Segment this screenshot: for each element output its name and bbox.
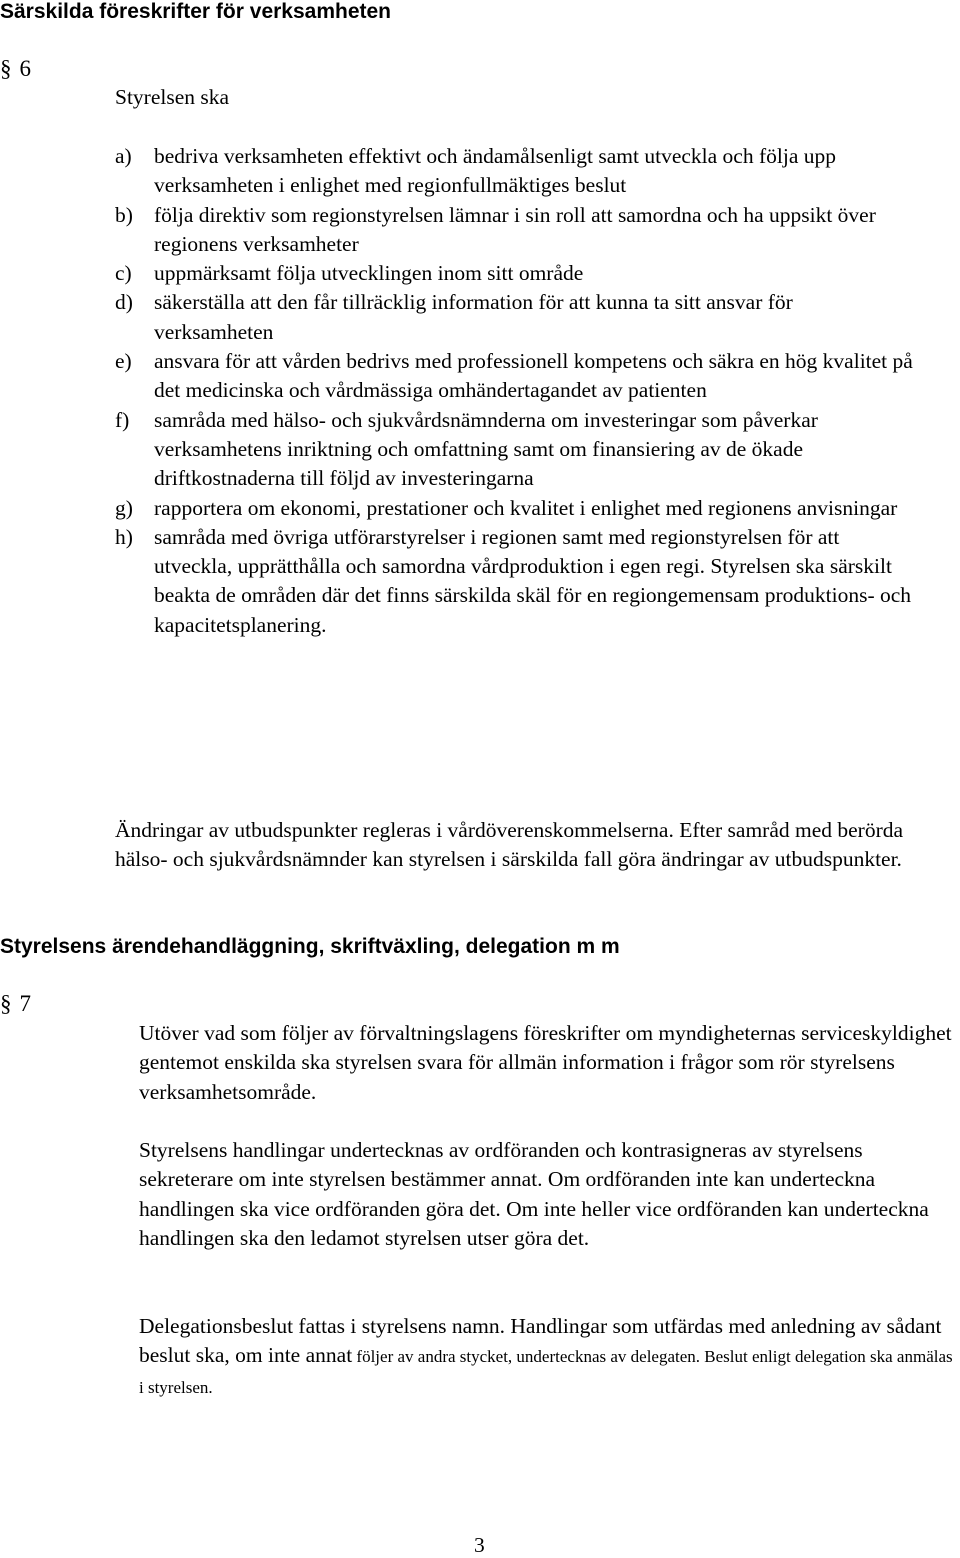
list-item-label: d) (115, 290, 133, 315)
closing-paragraph: Ändringar av utbudspunkter regleras i vårdöverenskommelserna. Efter samråd med berörda hälso- och sjukvårdsnämnder kan styrelsen i särskilda fall göra ändringar av utbudspunkter. (115, 818, 904, 872)
list-item-label: a) (115, 144, 132, 168)
paragraph-signatures: Styrelsens handlingar undertecknas av ordföranden och kontrasigneras av styrelsens sekreterare om inte styrelsen bestämmer annat. Om ordföranden inte kan underteckna handlingen ska vice ordföranden göra det. Om inte heller vice ordföranden kan underteckna handlingen ska den ledamot styrelsen utser göra det. (139, 1138, 929, 1250)
list-item-text: samråda med övriga utförarstyrelser i regionen samt med regionstyrelsen för att utveckla, upprätthålla och samordna vårdproduktion i egen regi. Styrelsen ska särskilt beakta de områden där det finns särskilda skäl för en regiongemensam produktions- och kapacitetsplanering. (154, 524, 912, 637)
list-item (115, 523, 915, 640)
duties-list (115, 142, 915, 640)
list-item (115, 142, 915, 201)
list-item-label: g) (115, 495, 133, 520)
list-item (115, 288, 915, 347)
list-item (115, 347, 915, 406)
list-item-text: uppmärksamt följa utvecklingen inom sitt område (154, 261, 584, 286)
list-item-text: bedriva verksamheten effektivt och ändamålsenligt samt utveckla och följa upp verksamheten i enlighet med regionfullmäktiges beslut (154, 144, 836, 198)
list-item (115, 494, 915, 523)
list-item-label: c) (115, 261, 132, 286)
page-number: 3 (474, 1533, 485, 1557)
list-item-text: säkerställa att den får tillräcklig information för att kunna ta sitt ansvar för verksamheten (154, 290, 793, 344)
list-item-text: samråda med hälso- och sjukvårdsnämnderna om investeringar som påverkar verksamhetens inriktning och omfattning samt om finansiering av de ökade driftkostnaderna till följd av investeringarna (154, 407, 818, 491)
paragraph-delegation-tail: följer av andra stycket, undertecknas av delegaten. Beslut enligt delegation ska anmälas i styrelsen. (139, 1347, 953, 1397)
paragraph-delegation-start: Delegationsbeslut fattas i styrelsens namn. Handlingar som utfärdas med anledning av sådant beslut ska, om inte annat (139, 1314, 942, 1368)
paragraph-number: 7 (19, 991, 31, 1016)
section-sign: § (0, 56, 12, 81)
section-sign: § (0, 991, 12, 1016)
list-item-text: ansvara för att vården bedrivs med professionell kompetens och säkra en hög kvalitet på det medicinska och vårdmässiga omhändertagandet av patienten (154, 349, 913, 403)
paragraph-service: Utöver vad som följer av förvaltningslagens föreskrifter om myndigheternas serviceskyldighet gentemot enskilda ska styrelsen svara för allmän information i frågor som rör styrelsens verksamhetsområde. (139, 1021, 952, 1104)
paragraph-number-6 (0, 55, 31, 83)
list-item-label: h) (115, 524, 133, 549)
section-heading-verksamheten: Särskilda föreskrifter för verksamheten (0, 0, 392, 23)
intro-text: Styrelsen ska (115, 85, 230, 109)
list-item-label: f) (115, 407, 130, 432)
paragraph-number: 6 (19, 56, 31, 81)
list-item (115, 201, 915, 260)
section-heading-arendehandlaggning: Styrelsens ärendehandläggning, skriftväxling, delegation m m (0, 935, 620, 958)
list-item-label: b) (115, 202, 133, 227)
paragraph-number-7 (0, 990, 31, 1018)
list-item-label: e) (115, 349, 132, 374)
paragraph-delegation (139, 1312, 960, 1402)
list-item-text: följa direktiv som regionstyrelsen lämnar i sin roll att samordna och ha uppsikt över regionens verksamheter (154, 202, 876, 256)
list-item (115, 259, 915, 288)
list-item (115, 406, 915, 494)
list-item-text: rapportera om ekonomi, prestationer och kvalitet i enlighet med regionens anvisningar (154, 495, 898, 520)
